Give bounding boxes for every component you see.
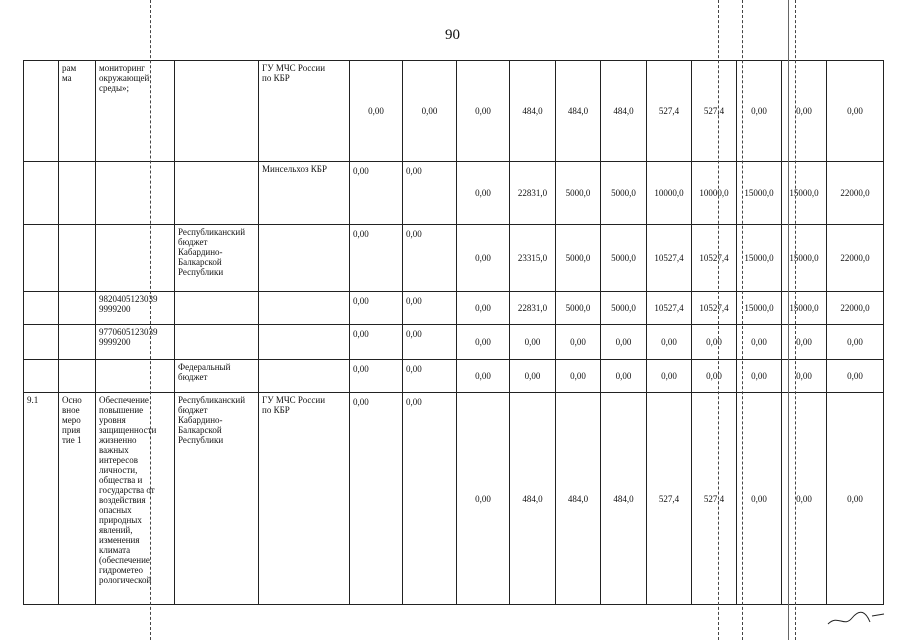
row-agency-cell: ГУ МЧС России по КБР xyxy=(259,393,350,605)
value-cell: 5000,0 xyxy=(601,225,647,292)
value-cell: 0,00 xyxy=(601,360,647,393)
scan-artifact-line xyxy=(718,0,719,640)
value-cell: 0,00 xyxy=(403,360,457,393)
value-cell: 10527,4 xyxy=(692,225,737,292)
value-cell: 0,00 xyxy=(403,325,457,360)
value-cell: 0,00 xyxy=(457,61,510,162)
value-cell: 22000,0 xyxy=(827,162,884,225)
table-row xyxy=(24,325,884,360)
value-cell: 0,00 xyxy=(692,325,737,360)
value-cell: 0,00 xyxy=(782,393,827,605)
value-cell: 0,00 xyxy=(403,162,457,225)
row-budget-cell xyxy=(175,292,259,325)
value-cell: 0,00 xyxy=(510,325,556,360)
value-cell: 0,00 xyxy=(457,360,510,393)
value-cell: 0,00 xyxy=(457,292,510,325)
value-cell: 0,00 xyxy=(647,325,692,360)
value-cell: 0,00 xyxy=(403,61,457,162)
table-row xyxy=(24,393,884,605)
table-row xyxy=(24,292,884,325)
row-type-cell: Осно вное меро прия тие 1 xyxy=(59,393,96,605)
table-row xyxy=(24,162,884,225)
row-number-cell xyxy=(24,360,59,393)
value-cell: 0,00 xyxy=(827,393,884,605)
value-cell: 22831,0 xyxy=(510,292,556,325)
row-number-cell xyxy=(24,61,59,162)
table-row xyxy=(24,360,884,393)
value-cell: 527,4 xyxy=(647,393,692,605)
row-agency-cell xyxy=(259,360,350,393)
scan-artifact-line xyxy=(742,0,743,640)
row-type-cell xyxy=(59,325,96,360)
scan-artifact-line xyxy=(795,0,796,640)
row-number-cell xyxy=(24,292,59,325)
row-description-cell xyxy=(96,360,175,393)
scan-artifact-line xyxy=(788,0,789,640)
value-cell: 0,00 xyxy=(457,393,510,605)
budget-table xyxy=(23,60,884,605)
value-cell: 0,00 xyxy=(782,325,827,360)
value-cell: 484,0 xyxy=(556,61,601,162)
value-cell: 0,00 xyxy=(782,360,827,393)
row-agency-cell: ГУ МЧС России по КБР xyxy=(259,61,350,162)
value-cell: 10000,0 xyxy=(647,162,692,225)
value-cell: 0,00 xyxy=(601,325,647,360)
row-budget-cell: Республиканский бюджет Кабардино- Балкарской Республики xyxy=(175,225,259,292)
row-description-cell xyxy=(96,225,175,292)
signature-scribble xyxy=(826,606,886,630)
value-cell: 5000,0 xyxy=(601,162,647,225)
value-cell: 0,00 xyxy=(827,61,884,162)
value-cell: 0,00 xyxy=(737,61,782,162)
value-cell: 0,00 xyxy=(692,360,737,393)
value-cell: 10527,4 xyxy=(647,225,692,292)
value-cell: 10527,4 xyxy=(692,292,737,325)
value-cell: 0,00 xyxy=(403,225,457,292)
row-description-cell: Обеспечение повышение уровня защищенности жизненно важных интересов личности, общества и государства от воздействия опасных природных явлений, изменения климата (обеспечение гидрометео рологической xyxy=(96,393,175,605)
value-cell: 15000,0 xyxy=(737,162,782,225)
value-cell: 0,00 xyxy=(556,360,601,393)
value-cell: 0,00 xyxy=(827,325,884,360)
row-agency-cell xyxy=(259,292,350,325)
row-budget-cell: Федеральный бюджет xyxy=(175,360,259,393)
value-cell: 0,00 xyxy=(350,61,403,162)
value-cell: 10000,0 xyxy=(692,162,737,225)
value-cell: 0,00 xyxy=(737,325,782,360)
page-number: 90 xyxy=(445,27,460,43)
value-cell: 484,0 xyxy=(510,61,556,162)
value-cell: 0,00 xyxy=(403,393,457,605)
value-cell: 0,00 xyxy=(457,162,510,225)
value-cell: 5000,0 xyxy=(556,162,601,225)
row-type-cell: рам ма xyxy=(59,61,96,162)
value-cell: 0,00 xyxy=(350,292,403,325)
row-agency-cell xyxy=(259,225,350,292)
value-cell: 5000,0 xyxy=(556,292,601,325)
value-cell: 0,00 xyxy=(403,292,457,325)
row-type-cell xyxy=(59,162,96,225)
value-cell: 0,00 xyxy=(782,61,827,162)
value-cell: 527,4 xyxy=(692,61,737,162)
value-cell: 5000,0 xyxy=(601,292,647,325)
row-budget-cell xyxy=(175,325,259,360)
row-budget-cell xyxy=(175,61,259,162)
value-cell: 0,00 xyxy=(350,360,403,393)
value-cell: 15000,0 xyxy=(782,162,827,225)
value-cell: 5000,0 xyxy=(556,225,601,292)
row-type-cell xyxy=(59,292,96,325)
row-type-cell xyxy=(59,360,96,393)
value-cell: 0,00 xyxy=(350,225,403,292)
value-cell: 15000,0 xyxy=(782,225,827,292)
value-cell: 527,4 xyxy=(647,61,692,162)
row-agency-cell: Минсельхоз КБР xyxy=(259,162,350,225)
value-cell: 15000,0 xyxy=(737,225,782,292)
value-cell: 15000,0 xyxy=(782,292,827,325)
value-cell: 0,00 xyxy=(350,162,403,225)
row-number-cell xyxy=(24,162,59,225)
row-description-cell: 9770605123039 9999200 xyxy=(96,325,175,360)
value-cell: 0,00 xyxy=(457,225,510,292)
value-cell: 22000,0 xyxy=(827,292,884,325)
value-cell: 0,00 xyxy=(647,360,692,393)
row-agency-cell xyxy=(259,325,350,360)
value-cell: 15000,0 xyxy=(737,292,782,325)
row-budget-cell xyxy=(175,162,259,225)
value-cell: 484,0 xyxy=(510,393,556,605)
table-row xyxy=(24,61,884,162)
value-cell: 0,00 xyxy=(510,360,556,393)
value-cell: 22000,0 xyxy=(827,225,884,292)
value-cell: 0,00 xyxy=(737,393,782,605)
table-row xyxy=(24,225,884,292)
value-cell: 10527,4 xyxy=(647,292,692,325)
value-cell: 484,0 xyxy=(601,61,647,162)
value-cell: 484,0 xyxy=(556,393,601,605)
value-cell: 22831,0 xyxy=(510,162,556,225)
value-cell: 23315,0 xyxy=(510,225,556,292)
value-cell: 0,00 xyxy=(827,360,884,393)
scan-artifact-line xyxy=(150,0,151,640)
row-description-cell: мониторинг окружающей среды»; xyxy=(96,61,175,162)
row-type-cell xyxy=(59,225,96,292)
value-cell: 0,00 xyxy=(737,360,782,393)
row-budget-cell: Республиканский бюджет Кабардино- Балкарской Республики xyxy=(175,393,259,605)
value-cell: 0,00 xyxy=(350,393,403,605)
row-description-cell xyxy=(96,162,175,225)
row-number-cell: 9.1 xyxy=(24,393,59,605)
value-cell: 0,00 xyxy=(457,325,510,360)
row-number-cell xyxy=(24,225,59,292)
value-cell: 0,00 xyxy=(350,325,403,360)
row-description-cell: 9820405123039 9999200 xyxy=(96,292,175,325)
value-cell: 484,0 xyxy=(601,393,647,605)
value-cell: 0,00 xyxy=(556,325,601,360)
row-number-cell xyxy=(24,325,59,360)
value-cell: 527,4 xyxy=(692,393,737,605)
